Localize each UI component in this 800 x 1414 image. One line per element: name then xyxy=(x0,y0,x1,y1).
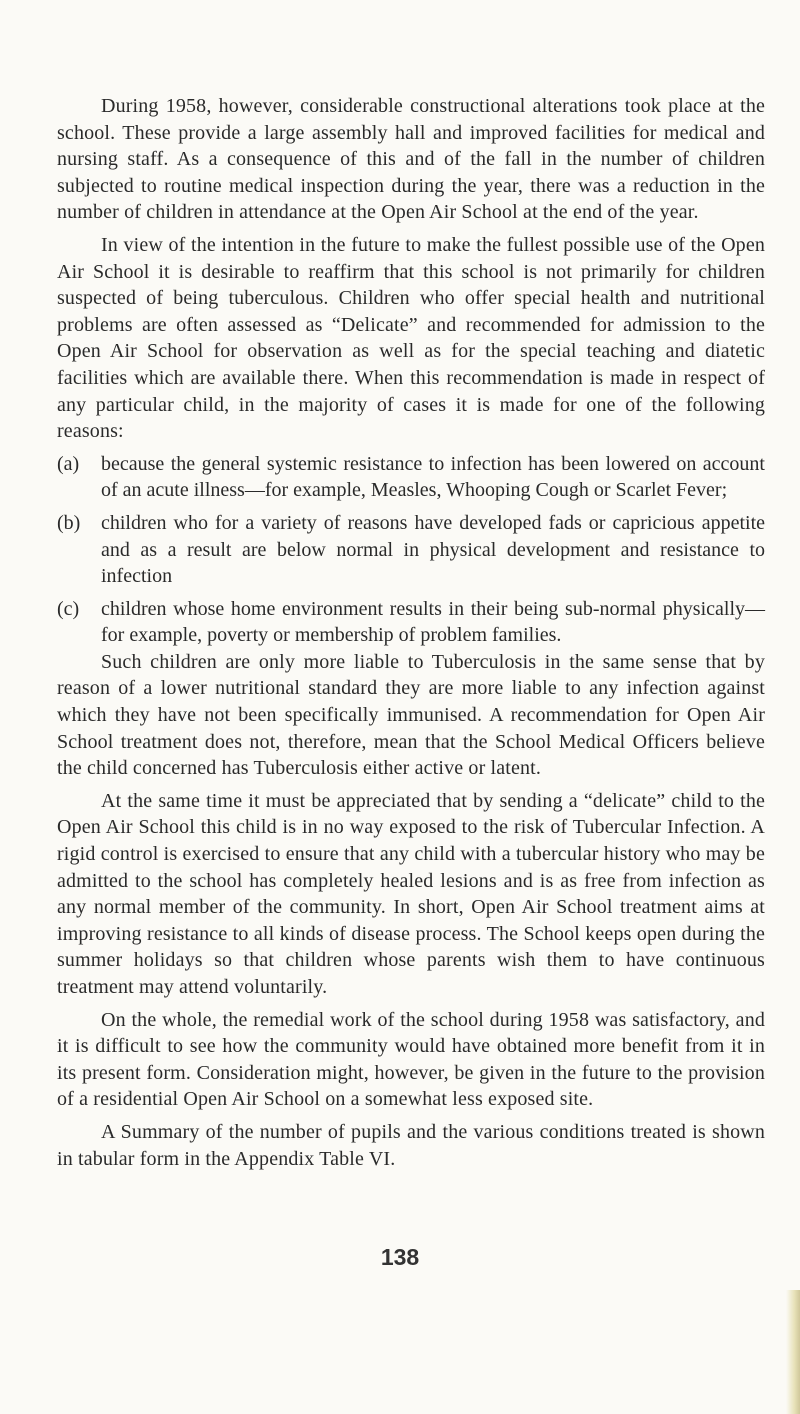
paragraph-alterations: During 1958, however, considerable constructional alterations took place at the school. These provide a large assembly hall and improved facilities for medical and nursing staff. As a consequence of this and of the fall in the number of children subjected to routine medical inspection during the year, there was a reduction in the number of children in attendance at the Open Air School at the end of the year. xyxy=(57,95,765,224)
reason-item-c xyxy=(57,596,765,649)
reason-text: because the general systemic resistance to infection has been lowered on account of an acute illness—for example, Measles, Whooping Cough or Scarlet Fever; xyxy=(101,452,765,502)
paragraph-exposure: At the same time it must be appreciated that by sending a “delicate” child to the Open Air School this child is in no way exposed to the risk of Tubercular Infection. A rigid control is exercised to ensure that any child with a tubercular history who may be admitted to the school has completely healed lesions and is as free from infection as any normal member of the community. In short, Open Air School treatment aims at improving resistance to all kinds of disease process. The School keeps open during the summer holidays so that children whose parents wish them to have continuous treatment may attend voluntarily. xyxy=(57,789,765,998)
paragraph-liability: Such children are only more liable to Tuberculosis in the same sense that by reason of a lower nutritional standard they are more liable to any infection against which they have not been specifically immunised. A recommendation for Open Air School treatment does not, therefore, mean that the School Medical Officers believe the child concerned has Tuberculosis either active or latent. xyxy=(57,650,765,780)
paragraph-summary: A Summary of the number of pupils and the various conditions treated is shown in tabular form in the Appendix Table VI. xyxy=(57,1120,765,1170)
page-number: 138 xyxy=(380,1244,420,1270)
reason-marker: (b) xyxy=(57,511,81,534)
document-page xyxy=(57,93,765,1172)
paragraph-purpose: In view of the intention in the future to make the fullest possible use of the Open Air School it is desirable to reaffirm that this school is not primarily for children suspected of being tuberculous. Children who offer special health and nutritional problems are often assessed as “Delicate” and recommended for admission to the Open Air School for observation as well as for the special teaching and diatetic facilities which are available there. When this recommendation is made in respect of any particular child, in the majority of cases it is made for one of the following reasons: xyxy=(57,233,765,443)
reason-text: children whose home environment results in their being sub-normal physically—for example, poverty or membership of problem families. xyxy=(101,597,765,647)
reason-text: children who for a variety of reasons have developed fads or capricious appetite and as a result are below normal in physical development and resistance to infection xyxy=(101,511,765,588)
page-edge-shadow xyxy=(786,1290,800,1414)
reason-item-a xyxy=(57,451,765,504)
paragraph-remedial-work: On the whole, the remedial work of the school during 1958 was satisfactory, and it is difficult to see how the community would have obtained more benefit from it in its present form. Consideration might, however, be given in the future to the provision of a residential Open Air School on a somewhat less exposed site. xyxy=(57,1008,765,1111)
reason-item-b xyxy=(57,510,765,590)
reason-marker: (c) xyxy=(57,597,80,620)
reason-marker: (a) xyxy=(57,452,80,475)
